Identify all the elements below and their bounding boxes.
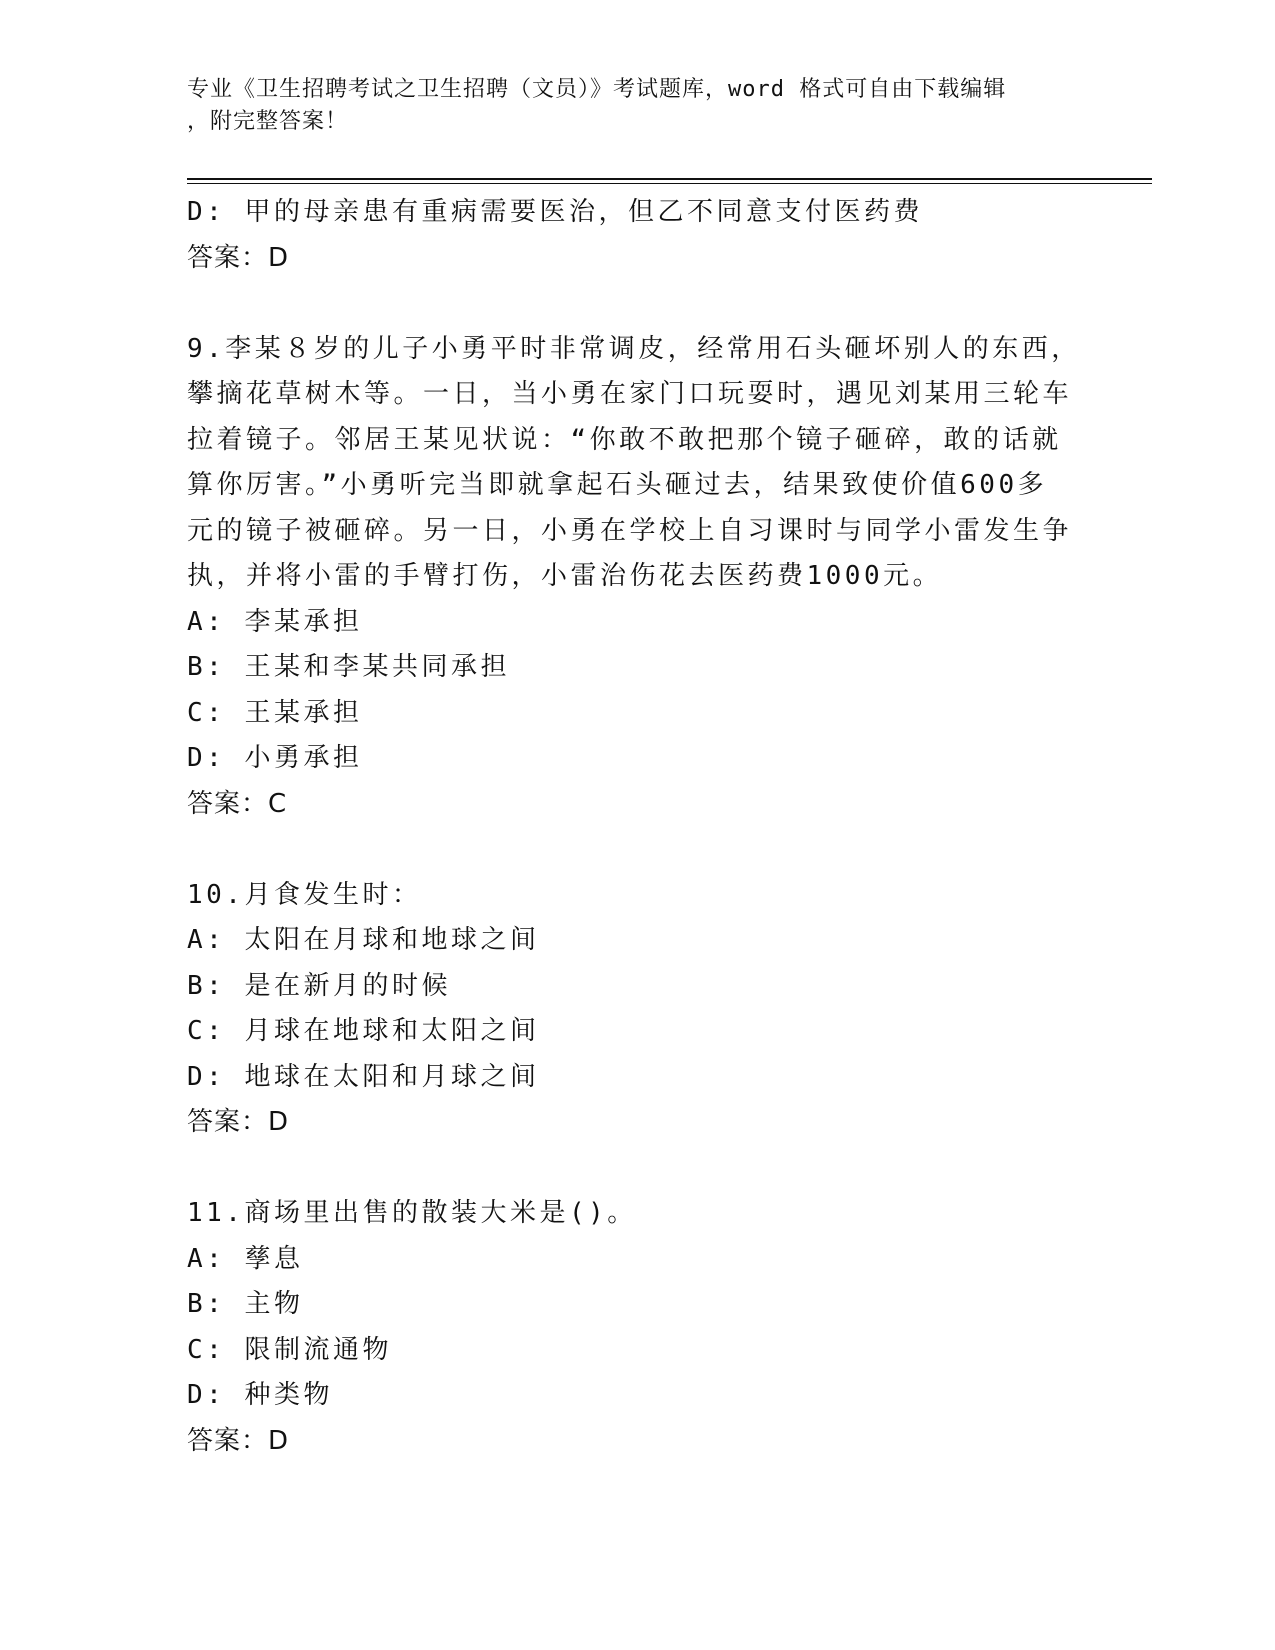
question-9 (187, 327, 1081, 828)
question-stem-line: 11.商场里出售的散装大米是()。 (187, 1198, 637, 1228)
answer: 答案：D (187, 1107, 290, 1137)
option-b: B: 主物 (187, 1289, 304, 1319)
answer: 答案：C (187, 788, 288, 819)
option-a: A: 李某承担 (187, 606, 363, 637)
option-a: A: 孳息 (187, 1243, 304, 1274)
question-stem-line: 拉着镜子。邻居王某见状说：“你敢不敢把那个镜子砸碎，敢的话就 (187, 424, 1062, 455)
option-b: B: 是在新月的时候 (187, 970, 451, 1001)
question-stem-line: 攀摘花草树木等。一日，当小勇在家门口玩耍时，遇见刘某用三轮车 (187, 379, 1073, 409)
question-stem-line: 元的镜子被砸碎。另一日，小勇在学校上自习课时与同学小雷发生争 (187, 515, 1073, 546)
question-10 (187, 873, 1067, 1146)
header-line-1: 专业《卫生招聘考试之卫生招聘（文员）》考试题库，word 格式可自由下载编辑 (187, 77, 1007, 102)
option-c: C: 月球在地球和太阳之间 (187, 1016, 540, 1046)
option-b: B: 王某和李某共同承担 (187, 652, 510, 682)
prev-answer: 答案：D (187, 242, 290, 273)
option-c: C: 王某承担 (187, 697, 363, 728)
question-11 (187, 1191, 1067, 1464)
option-d: D: 种类物 (187, 1380, 333, 1410)
header-rule-thick (187, 178, 1152, 180)
document-header (187, 74, 1067, 138)
option-c: C: 限制流通物 (187, 1334, 392, 1365)
question-stem-line: 10.月食发生时： (187, 879, 422, 910)
option-d: D: 地球在太阳和月球之间 (187, 1061, 540, 1092)
question-stem-line: 9.李某８岁的儿子小勇平时非常调皮，经常用石头砸坏别人的东西， (187, 333, 1081, 364)
option-a: A: 太阳在月球和地球之间 (187, 925, 540, 955)
option-d: D: 小勇承担 (187, 743, 363, 773)
header-rule-thin (187, 183, 1152, 184)
prev-option-d: D: 甲的母亲患有重病需要医治，但乙不同意支付医药费 (187, 197, 923, 227)
question-stem-line: 执，并将小雷的手臂打伤，小雷治伤花去医药费1000元。 (187, 561, 943, 591)
answer: 答案：D (187, 1425, 290, 1456)
question-content (187, 190, 1081, 1464)
header-line-2: ，附完整答案！ (187, 109, 349, 134)
question-stem-line: 算你厉害。”小勇听完当即就拿起石头砸过去，结果致使价值600多 (187, 470, 1048, 500)
